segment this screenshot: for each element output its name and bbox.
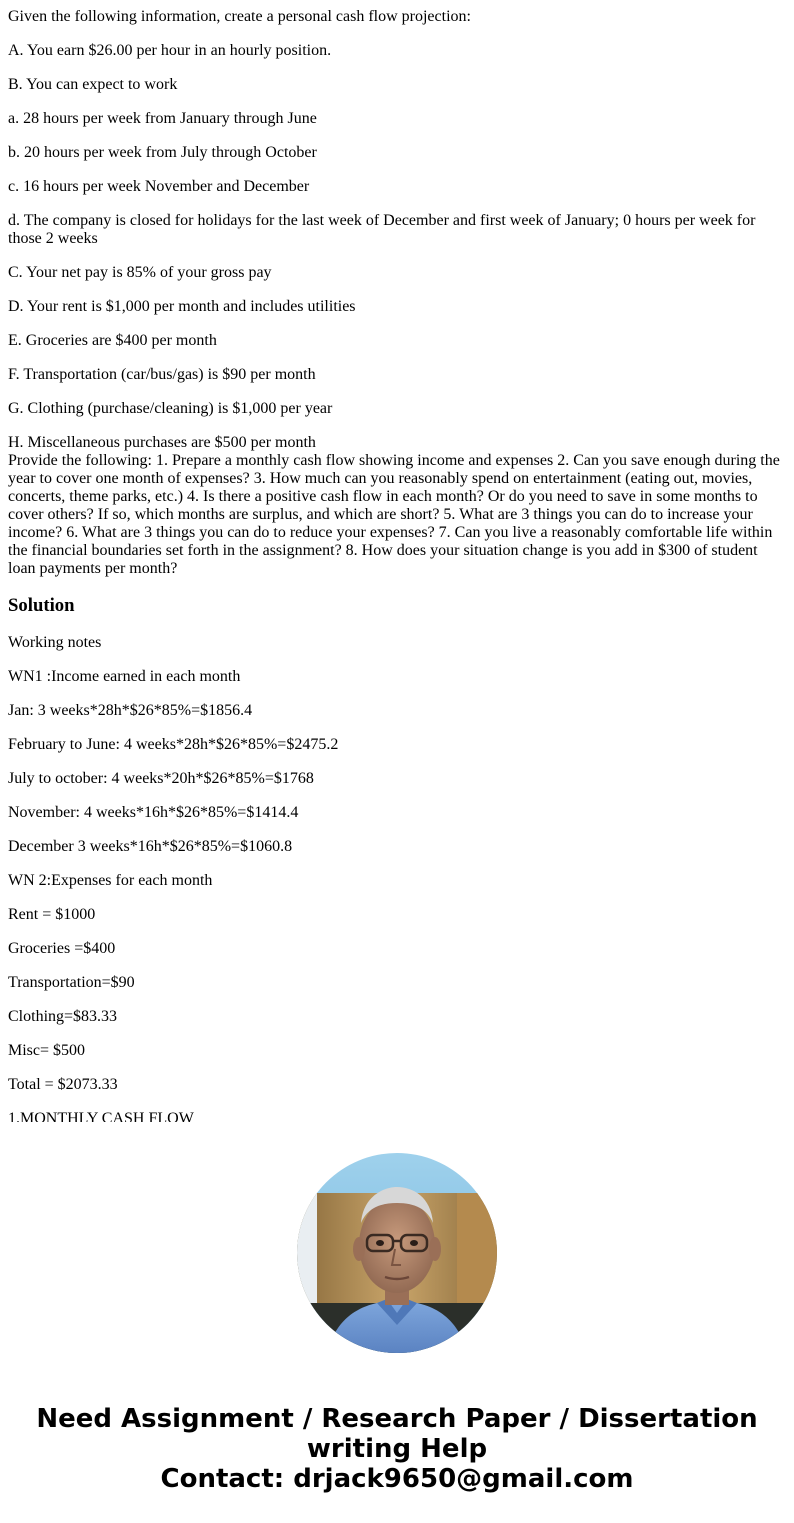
question-item: H. Miscellaneous purchases are $500 per month	[8, 434, 316, 451]
solution-line: Clothing=$83.33	[8, 1008, 118, 1025]
question-item: d. The company is closed for holidays for the last week of December and first week of January; 0 hours per week for those 2 weeks	[8, 212, 756, 247]
question-item: c. 16 hours per week November and December	[8, 178, 310, 195]
document-body	[8, 8, 782, 1122]
question-item: D. Your rent is $1,000 per month and includes utilities	[8, 298, 356, 315]
question-item: a. 28 hours per week from January through June	[8, 110, 317, 127]
solution-line: Working notes	[8, 634, 102, 651]
solution-line: Transportation=$90	[8, 974, 135, 991]
question-item: G. Clothing (purchase/cleaning) is $1,000 per year	[8, 400, 333, 417]
promo-line: writing Help	[306, 1434, 488, 1464]
question-item: B. You can expect to work	[8, 76, 178, 93]
question-item: C. Your net pay is 85% of your gross pay	[8, 264, 272, 281]
question-item: b. 20 hours per week from July through October	[8, 144, 317, 161]
question-intro: Given the following information, create a personal cash flow projection:	[8, 8, 471, 25]
solution-line: February to June: 4 weeks*28h*$26*85%=$2475.2	[8, 736, 339, 753]
solution-line: WN 2:Expenses for each month	[8, 872, 213, 889]
question-item: A. You earn $26.00 per hour in an hourly position.	[8, 42, 332, 59]
question-tasks: Provide the following: 1. Prepare a monthly cash flow showing income and expenses 2. Can you save enough during the year to cover one month of expenses? 3. How much can you reasonably spend on entertainment (eating out, movies, concerts, theme parks, etc.) 4. Is there a positive cash flow in each month? Or do you need to save in some months to cover others? If so, which months are surplus, and which are short? 5. What are 3 things you can do to increase your income? 6. What are 3 things you can do to reduce your expenses? 7. Can you live a reasonably comfortable life within the financial boundaries set forth in the assignment? 8. How does your situation change is you add in $300 of student loan payments per month?	[8, 452, 780, 577]
solution-line: 1.MONTHLY CASH FLOW	[8, 1110, 194, 1122]
solution-line: Groceries =$400	[8, 940, 116, 957]
question-item: F. Transportation (car/bus/gas) is $90 per month	[8, 366, 316, 383]
question-item: E. Groceries are $400 per month	[8, 332, 217, 349]
solution-line: December 3 weeks*16h*$26*85%=$1060.8	[8, 838, 293, 855]
solution-line: Rent = $1000	[8, 906, 96, 923]
avatar-portrait-image	[297, 1153, 497, 1353]
avatar	[297, 1153, 497, 1353]
promo-banner	[0, 1404, 794, 1494]
promo-line: Need Assignment / Research Paper / Dissertation	[36, 1404, 758, 1434]
solution-line: July to october: 4 weeks*20h*$26*85%=$1768	[8, 770, 314, 787]
solution-line: November: 4 weeks*16h*$26*85%=$1414.4	[8, 804, 299, 821]
solution-line: WN1 :Income earned in each month	[8, 668, 241, 685]
solution-heading: Solution	[8, 595, 75, 616]
promo-contact: Contact: drjack9650@gmail.com	[160, 1464, 634, 1494]
solution-line: Total = $2073.33	[8, 1076, 118, 1093]
solution-line: Misc= $500	[8, 1042, 86, 1059]
solution-line: Jan: 3 weeks*28h*$26*85%=$1856.4	[8, 702, 253, 719]
